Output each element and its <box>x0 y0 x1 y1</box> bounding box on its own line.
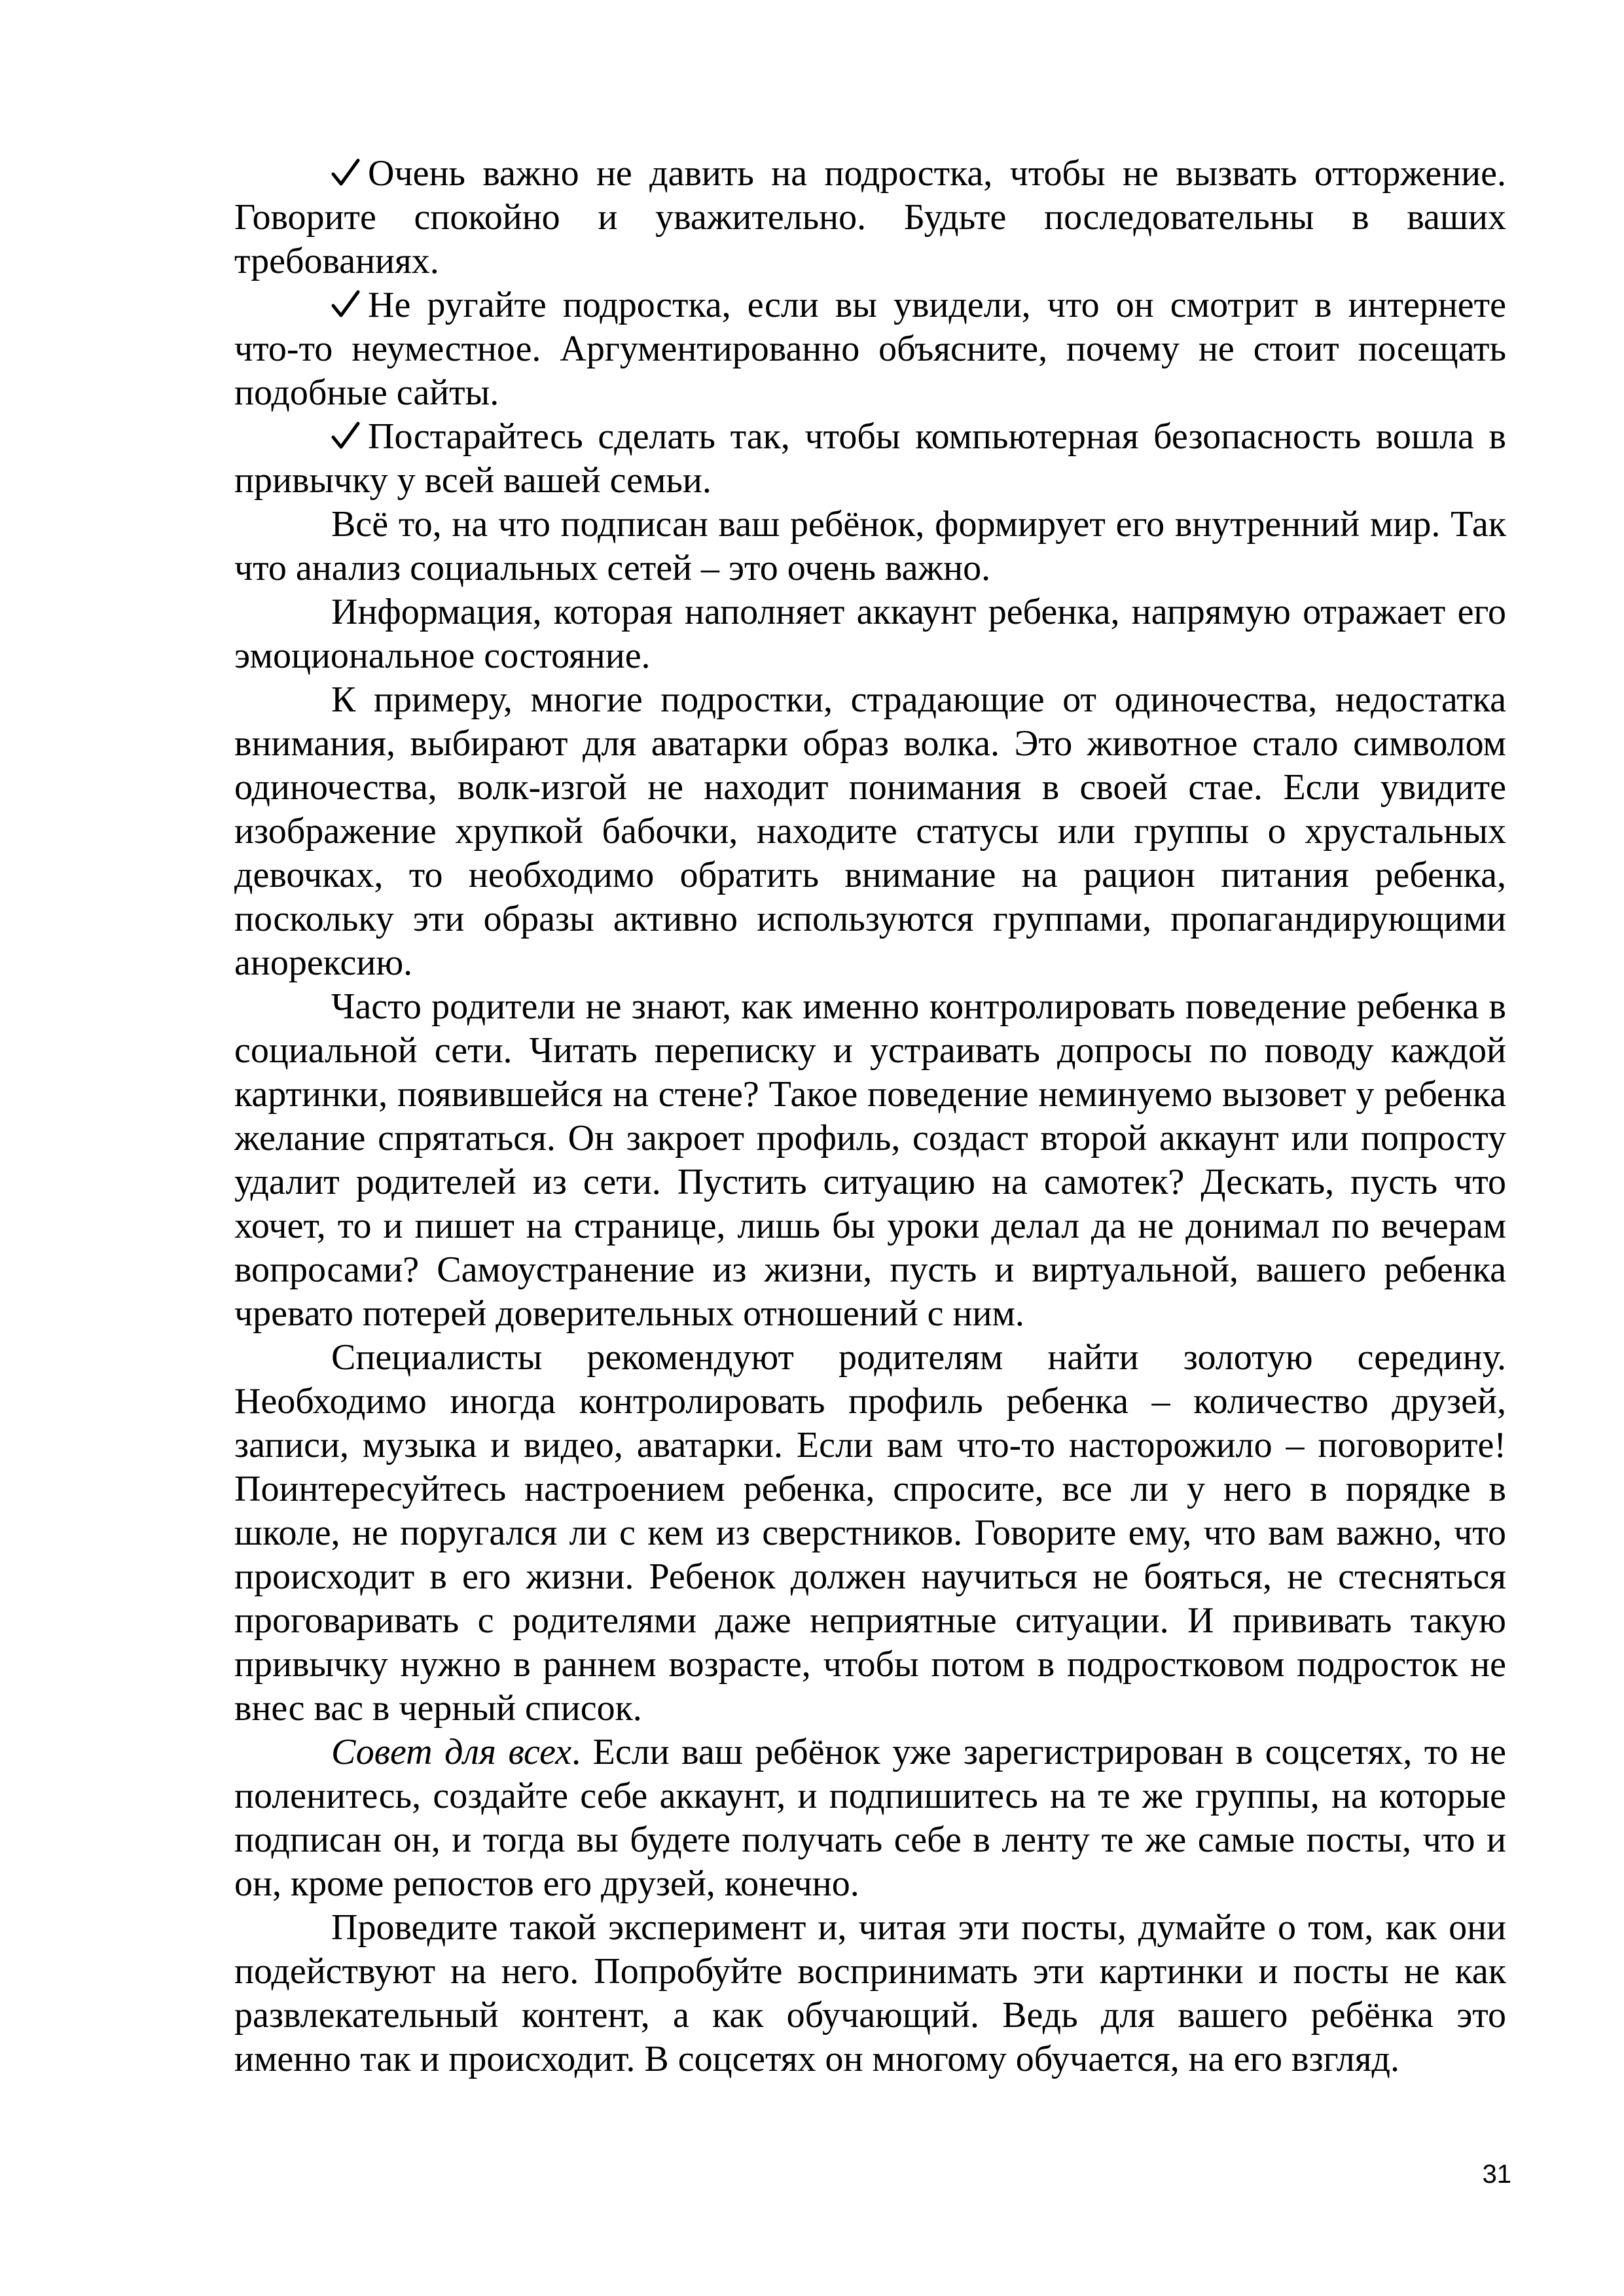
advice-text: . Если ваш ребёнок уже зарегистрирован в соцсетях, то не поленитесь, создайте себе аккаунт, и подпишитесь на те же группы, на которые подписан он, и тогда вы будете получать себе в ленту те же самые посты, что и он, кроме репостов его друзей, конечно. <box>234 1732 1506 1904</box>
paragraph: Информация, которая наполняет аккаунт ребенка, напрямую отражает его эмоциональное состояние. <box>234 592 1506 676</box>
check-mark-icon <box>331 288 360 319</box>
bullet-item <box>234 283 1506 415</box>
advice-paragraph <box>234 1731 1506 1906</box>
bullet-text: Очень важно не давить на подростка, чтобы не вызвать отторжение. Говорите спокойно и уважительно. Будьте последовательны в ваших требованиях. <box>234 153 1506 281</box>
advice-lead: Совет для всех <box>331 1732 572 1772</box>
page-number: 31 <box>1482 2160 1511 2189</box>
check-mark-icon <box>331 156 360 188</box>
bullet-item <box>234 415 1506 503</box>
bullet-text: Постарайтесь сделать так, чтобы компьютерная безопасность вошла в привычку у всей вашей семьи. <box>234 416 1506 501</box>
paragraph: Специалисты рекомендуют родителям найти золотую середину. Необходимо иногда контролировать профиль ребенка – количество друзей, записи, музыка и видео, аватарки. Если вам что-то насторожило – поговорите! Поинтересуйтесь настроением ребенка, спросите, все ли у него в порядке в школе, не поругался ли с кем из сверстников. Говорите ему, что вам важно, что происходит в его жизни. Ребенок должен научиться не бояться, не стесняться проговаривать с родителями даже неприятные ситуации. И прививать такую привычку нужно в раннем возрасте, чтобы потом в подростковом подросток не внес вас в черный список. <box>234 1337 1506 1729</box>
page-body <box>234 152 1506 2081</box>
paragraph: К примеру, многие подростки, страдающие от одиночества, недостатка внимания, выбирают для аватарки образ волка. Это животное стало символом одиночества, волк-изгой не находит понимания в своей стае. Если увидите изображение хрупкой бабочки, находите статусы или группы о хрустальных девочках, то необходимо обратить внимание на рацион питания ребенка, поскольку эти образы активно используются группами, пропагандирующими анорексию. <box>234 679 1506 983</box>
closing-paragraph: Проведите такой эксперимент и, читая эти посты, думайте о том, как они подействуют на него. Попробуйте воспринимать эти картинки и посты не как развлекательный контент, а как обучающий. Ведь для вашего ребёнка это именно так и происходит. В соцсетях он многому обучается, на его взгляд. <box>234 1907 1506 2079</box>
paragraph: Всё то, на что подписан ваш ребёнок, формирует его внутренний мир. Так что анализ социальных сетей – это очень важно. <box>234 504 1506 588</box>
check-mark-icon <box>331 420 360 451</box>
bullet-text: Не ругайте подростка, если вы увидели, что он смотрит в интернете что-то неуместное. Аргументированно объясните, почему не стоит посещать подобные сайты. <box>234 285 1506 413</box>
bullet-item <box>234 152 1506 283</box>
paragraph: Часто родители не знают, как именно контролировать поведение ребенка в социальной сети. Читать переписку и устраивать допросы по поводу каждой картинки, появившейся на стене? Такое поведение неминуемо вызовет у ребенка желание спрятаться. Он закроет профиль, создаст второй аккаунт или попросту удалит родителей из сети. Пустить ситуацию на самотек? Дескать, пусть что хочет, то и пишет на странице, лишь бы уроки делал да не донимал по вечерам вопросами? Самоустранение из жизни, пусть и виртуальной, вашего ребенка чревато потерей доверительных отношений с ним. <box>234 986 1506 1334</box>
